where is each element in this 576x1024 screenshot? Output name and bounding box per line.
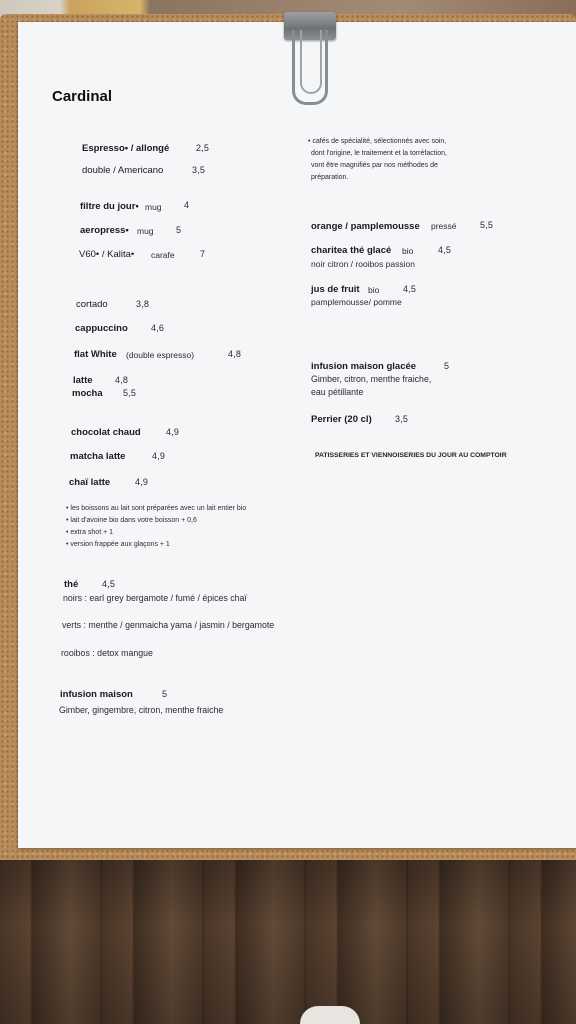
price-jus: 4,5 — [403, 284, 417, 294]
tea-verts: verts : menthe / genmaicha yama / jasmin / bergamote — [62, 620, 275, 630]
price-filtre: 4 — [184, 200, 190, 210]
item-espresso: Espresso• / allongé — [82, 143, 170, 154]
price-infusion: 5 — [162, 689, 168, 699]
binder-clip-wire-inner — [300, 30, 322, 94]
item-cappuccino: cappuccino — [75, 323, 128, 334]
note-flatwhite: (double espresso) — [126, 350, 195, 360]
item-matcha: matcha latte — [70, 451, 126, 462]
item-chai: chaï latte — [69, 477, 111, 488]
price-charitea: 4,5 — [438, 245, 452, 255]
note-jus: bio — [368, 285, 380, 295]
item-the: thé — [64, 579, 79, 590]
milk-note-2: • lait d'avoine bio dans votre boisson + 0,6 — [66, 517, 197, 524]
tea-noirs: noirs : earl grey bergamote / fumé / épices chaï — [63, 593, 247, 603]
item-v60: V60• / Kalita• — [79, 249, 135, 260]
note-aeropress: mug — [137, 226, 154, 236]
price-latte: 4,8 — [115, 375, 129, 385]
floor-object — [300, 1006, 360, 1024]
price-flatwhite: 4,8 — [228, 349, 242, 359]
desc-charitea: noir citron / rooibos passion — [311, 259, 415, 269]
note-orange: pressé — [431, 221, 457, 231]
item-orange: orange / pamplemousse — [311, 221, 420, 232]
price-aeropress: 5 — [176, 225, 182, 235]
item-double: double / Americano — [82, 165, 164, 176]
item-mocha: mocha — [72, 388, 103, 399]
menu-sheet — [18, 22, 576, 848]
price-matcha: 4,9 — [152, 451, 166, 461]
price-espresso: 2,5 — [196, 143, 210, 153]
price-mocha: 5,5 — [123, 388, 137, 398]
item-infusion-glacee: infusion maison glacée — [311, 361, 417, 372]
milk-note-3: • extra shot + 1 — [66, 529, 114, 536]
specialty-note-3: vont être magnifiés par nos méthodes de — [311, 162, 438, 169]
item-chocolat: chocolat chaud — [71, 427, 141, 438]
price-double: 3,5 — [192, 165, 206, 175]
price-infusion-glacee: 5 — [444, 361, 450, 371]
tea-rooibos: rooibos : detox mangue — [61, 648, 153, 658]
price-chocolat: 4,9 — [166, 427, 180, 437]
specialty-note-1: • cafés de spécialité, sélectionnés avec soin, — [308, 138, 447, 145]
milk-note-4: • version frappée aux glaçons + 1 — [66, 541, 170, 548]
specialty-note-2: dont l'origine, le traitement et la torréfaction, — [311, 150, 447, 157]
infusion-desc: Gimber, gingembre, citron, menthe fraiche — [59, 705, 224, 715]
specialty-note-4: préparation. — [311, 174, 349, 181]
menu-title: Cardinal — [52, 88, 113, 105]
item-latte: latte — [73, 375, 93, 386]
price-cortado: 3,8 — [136, 299, 150, 309]
desc-infusion-glacee-2: eau pétillante — [311, 387, 364, 397]
item-jus: jus de fruit — [311, 284, 360, 295]
item-aeropress: aeropress• — [80, 225, 129, 236]
price-the: 4,5 — [102, 579, 116, 589]
wooden-floor — [0, 860, 576, 1024]
item-flatwhite: flat White — [74, 349, 117, 360]
item-charitea: charitea thé glacé — [311, 245, 392, 256]
note-v60: carafe — [151, 250, 175, 260]
item-perrier: Perrier (20 cl) — [311, 414, 372, 425]
note-charitea: bio — [402, 246, 414, 256]
note-filtre: mug — [145, 202, 162, 212]
price-chai: 4,9 — [135, 477, 149, 487]
patisseries-note: PATISSERIES ET VIENNOISERIES DU JOUR AU COMPTOIR — [315, 452, 507, 459]
price-perrier: 3,5 — [395, 414, 409, 424]
item-filtre: filtre du jour• — [80, 201, 139, 212]
price-cappuccino: 4,6 — [151, 323, 165, 333]
desc-jus: pamplemousse/ pomme — [311, 297, 402, 307]
price-orange: 5,5 — [480, 220, 494, 230]
desc-infusion-glacee-1: Gimber, citron, menthe fraiche, — [311, 374, 432, 384]
item-cortado: cortado — [76, 299, 108, 310]
item-infusion: infusion maison — [60, 689, 133, 700]
milk-note-1: • les boissons au lait sont préparées avec un lait entier bio — [66, 505, 247, 512]
price-v60: 7 — [200, 249, 206, 259]
